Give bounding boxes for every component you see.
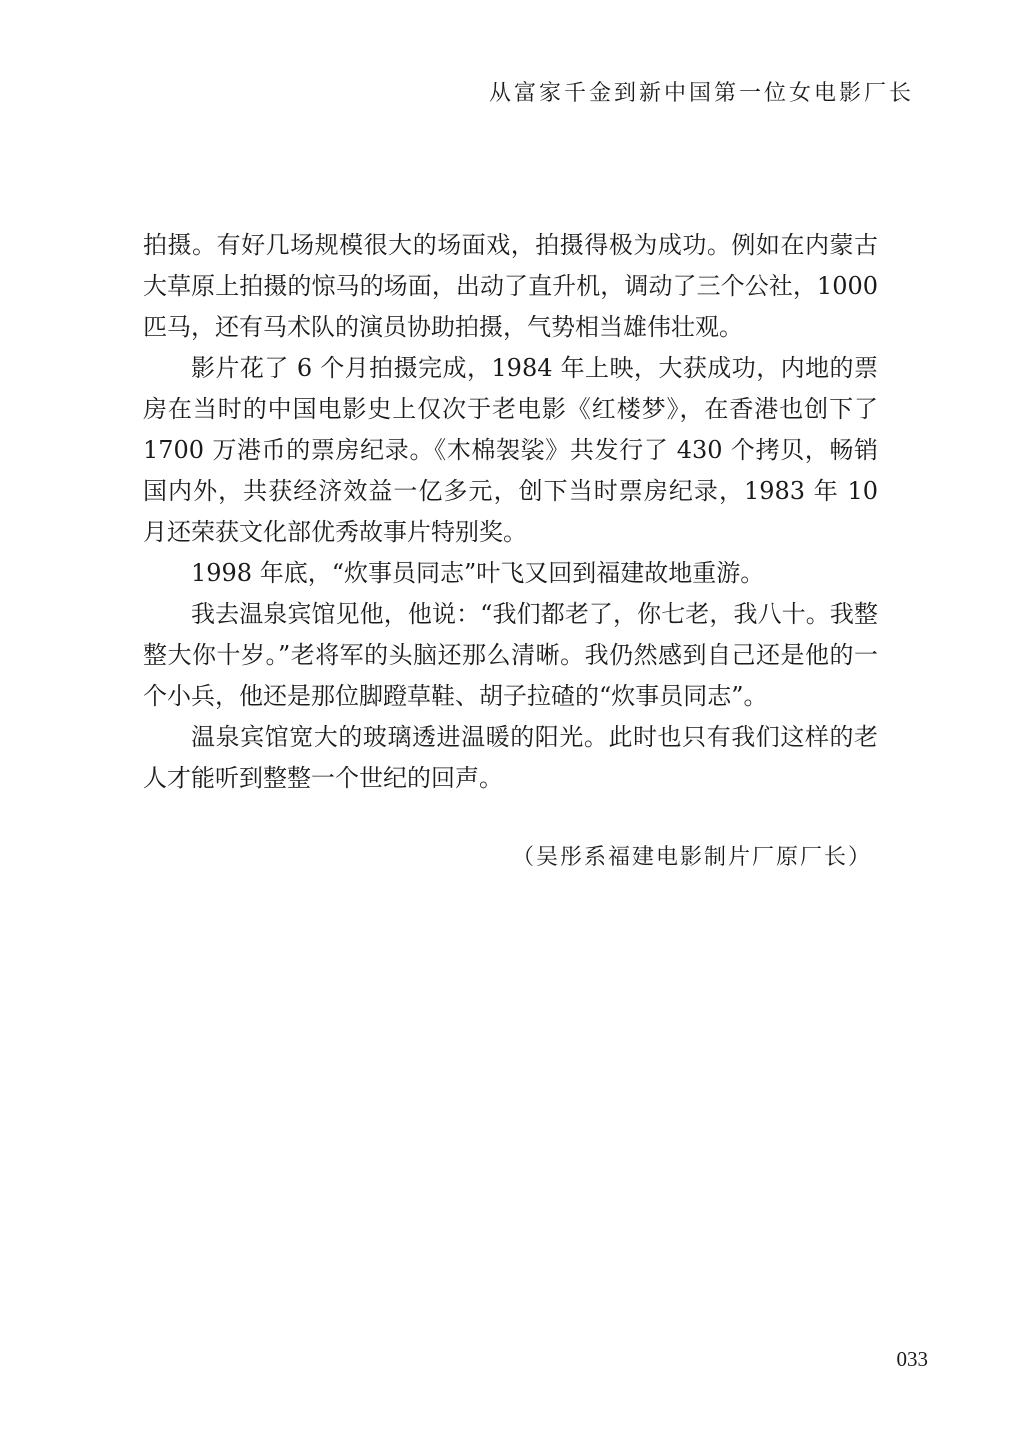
author-note: （吴彤系福建电影制片厂原厂长） [511, 845, 872, 870]
page-number: 033 [896, 1347, 928, 1371]
paragraph: 1998 年底，“炊事员同志”叶飞又回到福建故地重游。 [191, 559, 765, 587]
running-header: 从富家千金到新中国第一位女电影厂长 [488, 81, 914, 106]
paragraph: 我去温泉宾馆见他，他说：“我们都老了，你七老，我八十。我整整大你十岁。”老将军的头脑还那么清晰。我仍然感到自己还是他的一个小兵，他还是那位脚蹬草鞋、胡子拉碴的“炊事员同志”。 [143, 600, 878, 710]
paragraph: 温泉宾馆宽大的玻璃透进温暖的阳光。此时也只有我们这样的老人才能听到整整一个世纪的回声。 [143, 723, 878, 792]
body-text [143, 225, 878, 799]
paragraph: 影片花了 6 个月拍摄完成，1984 年上映，大获成功，内地的票房在当时的中国电影史上仅次于老电影《红楼梦》，在香港也创下了 1700 万港币的票房纪录。《木棉袈裟》共发行了 430 个拷贝，畅销国内外，共获经济效益一亿多元，创下当时票房纪录，1983 年 10 月还荣获文化部优秀故事片特别奖。 [143, 354, 878, 546]
paragraph: 拍摄。有好几场规模很大的场面戏，拍摄得极为成功。例如在内蒙古大草原上拍摄的惊马的场面，出动了直升机，调动了三个公社，1000 匹马，还有马术队的演员协助拍摄，气势相当雄伟壮观。 [143, 231, 878, 341]
